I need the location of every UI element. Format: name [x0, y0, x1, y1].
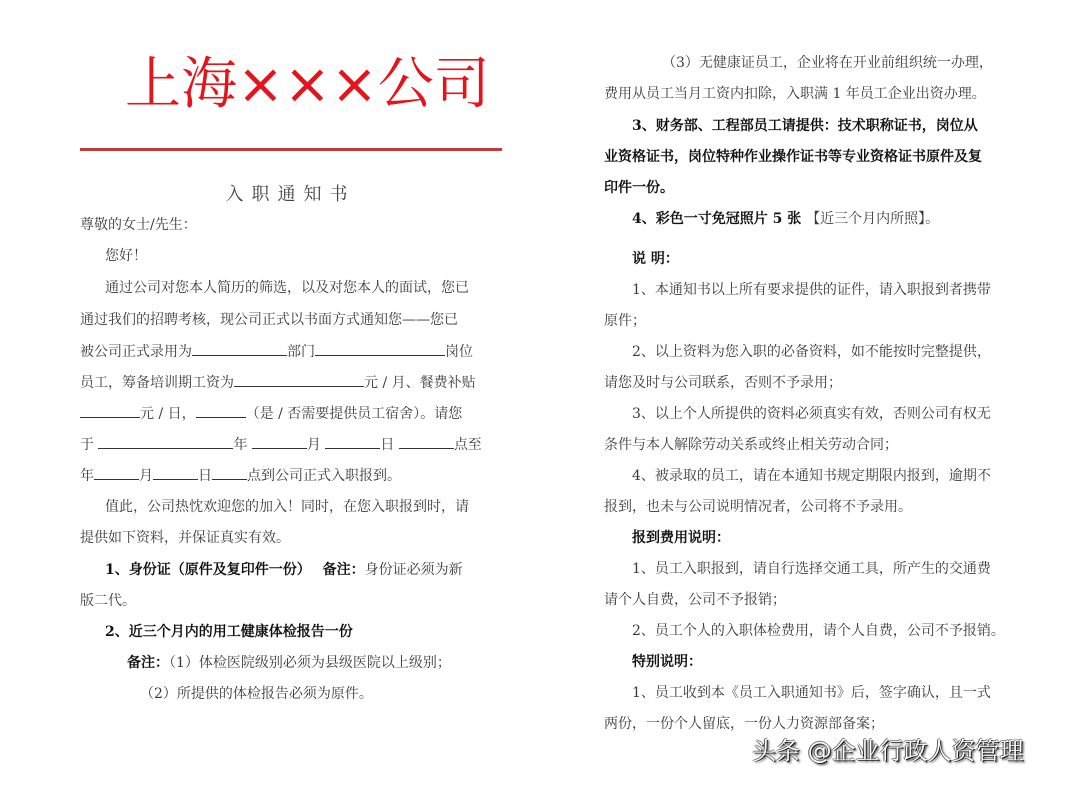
text: 1、身份证（原件及复印件一份） 备注：	[105, 562, 365, 578]
paragraph-line: 报到，也未与公司说明情况者，公司将不予录用。	[604, 499, 912, 515]
paragraph-line	[80, 341, 473, 362]
paragraph-line: 通过我们的招聘考核，现公司正式以书面方式通知您——您已	[80, 312, 458, 328]
section-heading: 报到费用说明：	[632, 530, 730, 546]
paragraph-line: 3、以上个人所提供的资料必须真实有效，否则公司有权无	[632, 406, 991, 422]
paragraph-line: 1、员工入职报到，请自行选择交通工具，所产生的交通费	[632, 561, 991, 577]
position-blank[interactable]	[315, 341, 445, 356]
paragraph-line: 原件；	[604, 313, 646, 329]
paragraph-line: 4、被录取的员工，请在本通知书规定期限内报到，逾期不	[632, 468, 991, 484]
paragraph-line	[80, 403, 462, 424]
greeting: 您好！	[105, 248, 147, 264]
note-line: （2）所提供的体检报告必须为原件。	[140, 686, 373, 702]
company-name: 上海×××公司	[125, 52, 490, 117]
paragraph-line: 两份，一份个人留底，一份人力资源部备案；	[604, 716, 884, 732]
paragraph-line: 请个人自费，公司不予报销；	[604, 592, 786, 608]
paragraph-line: 请您及时与公司联系，否则不予录用；	[604, 375, 842, 391]
text: 被公司正式录用为	[80, 344, 192, 360]
text: 4、彩色一寸免冠照片 5 张	[632, 211, 807, 227]
paragraph-line: 提供如下资料，并保证真实有效。	[80, 530, 290, 546]
note-line: （3）无健康证员工，企业将在开业前组织统一办理，	[662, 55, 993, 71]
paragraph-line	[80, 465, 401, 486]
text: 部门	[287, 344, 315, 360]
month-blank[interactable]	[94, 465, 139, 480]
text: 备注：	[127, 655, 169, 671]
text: 员工，筹备培训期工资为	[80, 375, 234, 391]
paragraph-line: 2、员工个人的入职体检费用，请个人自费，公司不予报销。	[632, 623, 1005, 639]
text: 身份证必须为新	[364, 562, 463, 578]
salutation: 尊敬的女士/先生：	[80, 217, 197, 233]
paragraph-line: 条件与本人解除劳动关系或终止相关劳动合同；	[604, 437, 898, 453]
meal-allowance-blank[interactable]	[80, 403, 140, 418]
paragraph-line: 通过公司对您本人简历的筛选，以及对您本人的面试，您已	[105, 280, 469, 296]
requirement-item: 2、近三个月内的用工健康体检报告一份	[105, 624, 353, 640]
paragraph-line: 1、本通知书以上所有要求提供的证件，请入职报到者携带	[632, 282, 991, 298]
text: 日	[198, 468, 212, 484]
paragraph-line	[80, 372, 476, 393]
day-blank[interactable]	[325, 434, 380, 449]
hour-blank[interactable]	[212, 465, 247, 480]
paragraph-line	[80, 434, 482, 455]
text: 年	[80, 468, 94, 484]
header-divider	[80, 148, 502, 151]
paragraph-line: 版二代。	[80, 593, 136, 609]
watermark: 头条 @企业行政人资管理	[752, 737, 1024, 765]
salary-blank[interactable]	[234, 372, 364, 387]
text: 【近三个月内所照】。	[806, 211, 940, 227]
text: 岗位	[445, 344, 473, 360]
note-line	[127, 653, 451, 673]
text: （1）体检医院级别必须为县级医院以上级别；	[169, 655, 451, 671]
requirement-item	[105, 560, 463, 580]
requirement-item	[632, 209, 939, 229]
note-line: 费用从员工当月工资内扣除，入职满 1 年员工企业出资办理。	[604, 86, 986, 102]
text: 年	[233, 437, 248, 453]
document-title: 入职通知书	[225, 184, 356, 205]
requirement-item: 印件一份。	[604, 180, 674, 196]
text: （是 / 否需要提供员工宿舍）。请您	[245, 406, 463, 422]
text: 点至	[453, 437, 482, 453]
section-heading: 说 明：	[632, 251, 679, 267]
day-blank[interactable]	[153, 465, 198, 480]
text: 元 / 日，	[140, 406, 196, 422]
text: 于	[80, 437, 94, 453]
department-blank[interactable]	[192, 341, 287, 356]
text: 点到公司正式入职报到。	[247, 468, 401, 484]
dorm-blank[interactable]	[196, 403, 246, 418]
month-blank[interactable]	[252, 434, 307, 449]
text: 元 / 月、餐费补贴	[364, 375, 476, 391]
text: 月	[139, 468, 153, 484]
section-heading: 特别说明：	[632, 654, 702, 670]
paragraph-line: 1、员工收到本《员工入职通知书》后，签字确认，且一式	[632, 685, 991, 701]
year-blank[interactable]	[98, 434, 233, 449]
requirement-item: 3、财务部、工程部员工请提供：技术职称证书，岗位从	[632, 118, 978, 134]
hour-blank[interactable]	[399, 434, 454, 449]
text: 月	[306, 437, 321, 453]
requirement-item: 业资格证书，岗位特种作业操作证书等专业资格证书原件及复	[604, 149, 982, 165]
paragraph-line: 值此，公司热忱欢迎您的加入！同时，在您入职报到时，请	[105, 499, 469, 515]
paragraph-line: 2、以上资料为您入职的必备资料，如不能按时完整提供，	[632, 344, 991, 360]
text: 日	[380, 437, 395, 453]
